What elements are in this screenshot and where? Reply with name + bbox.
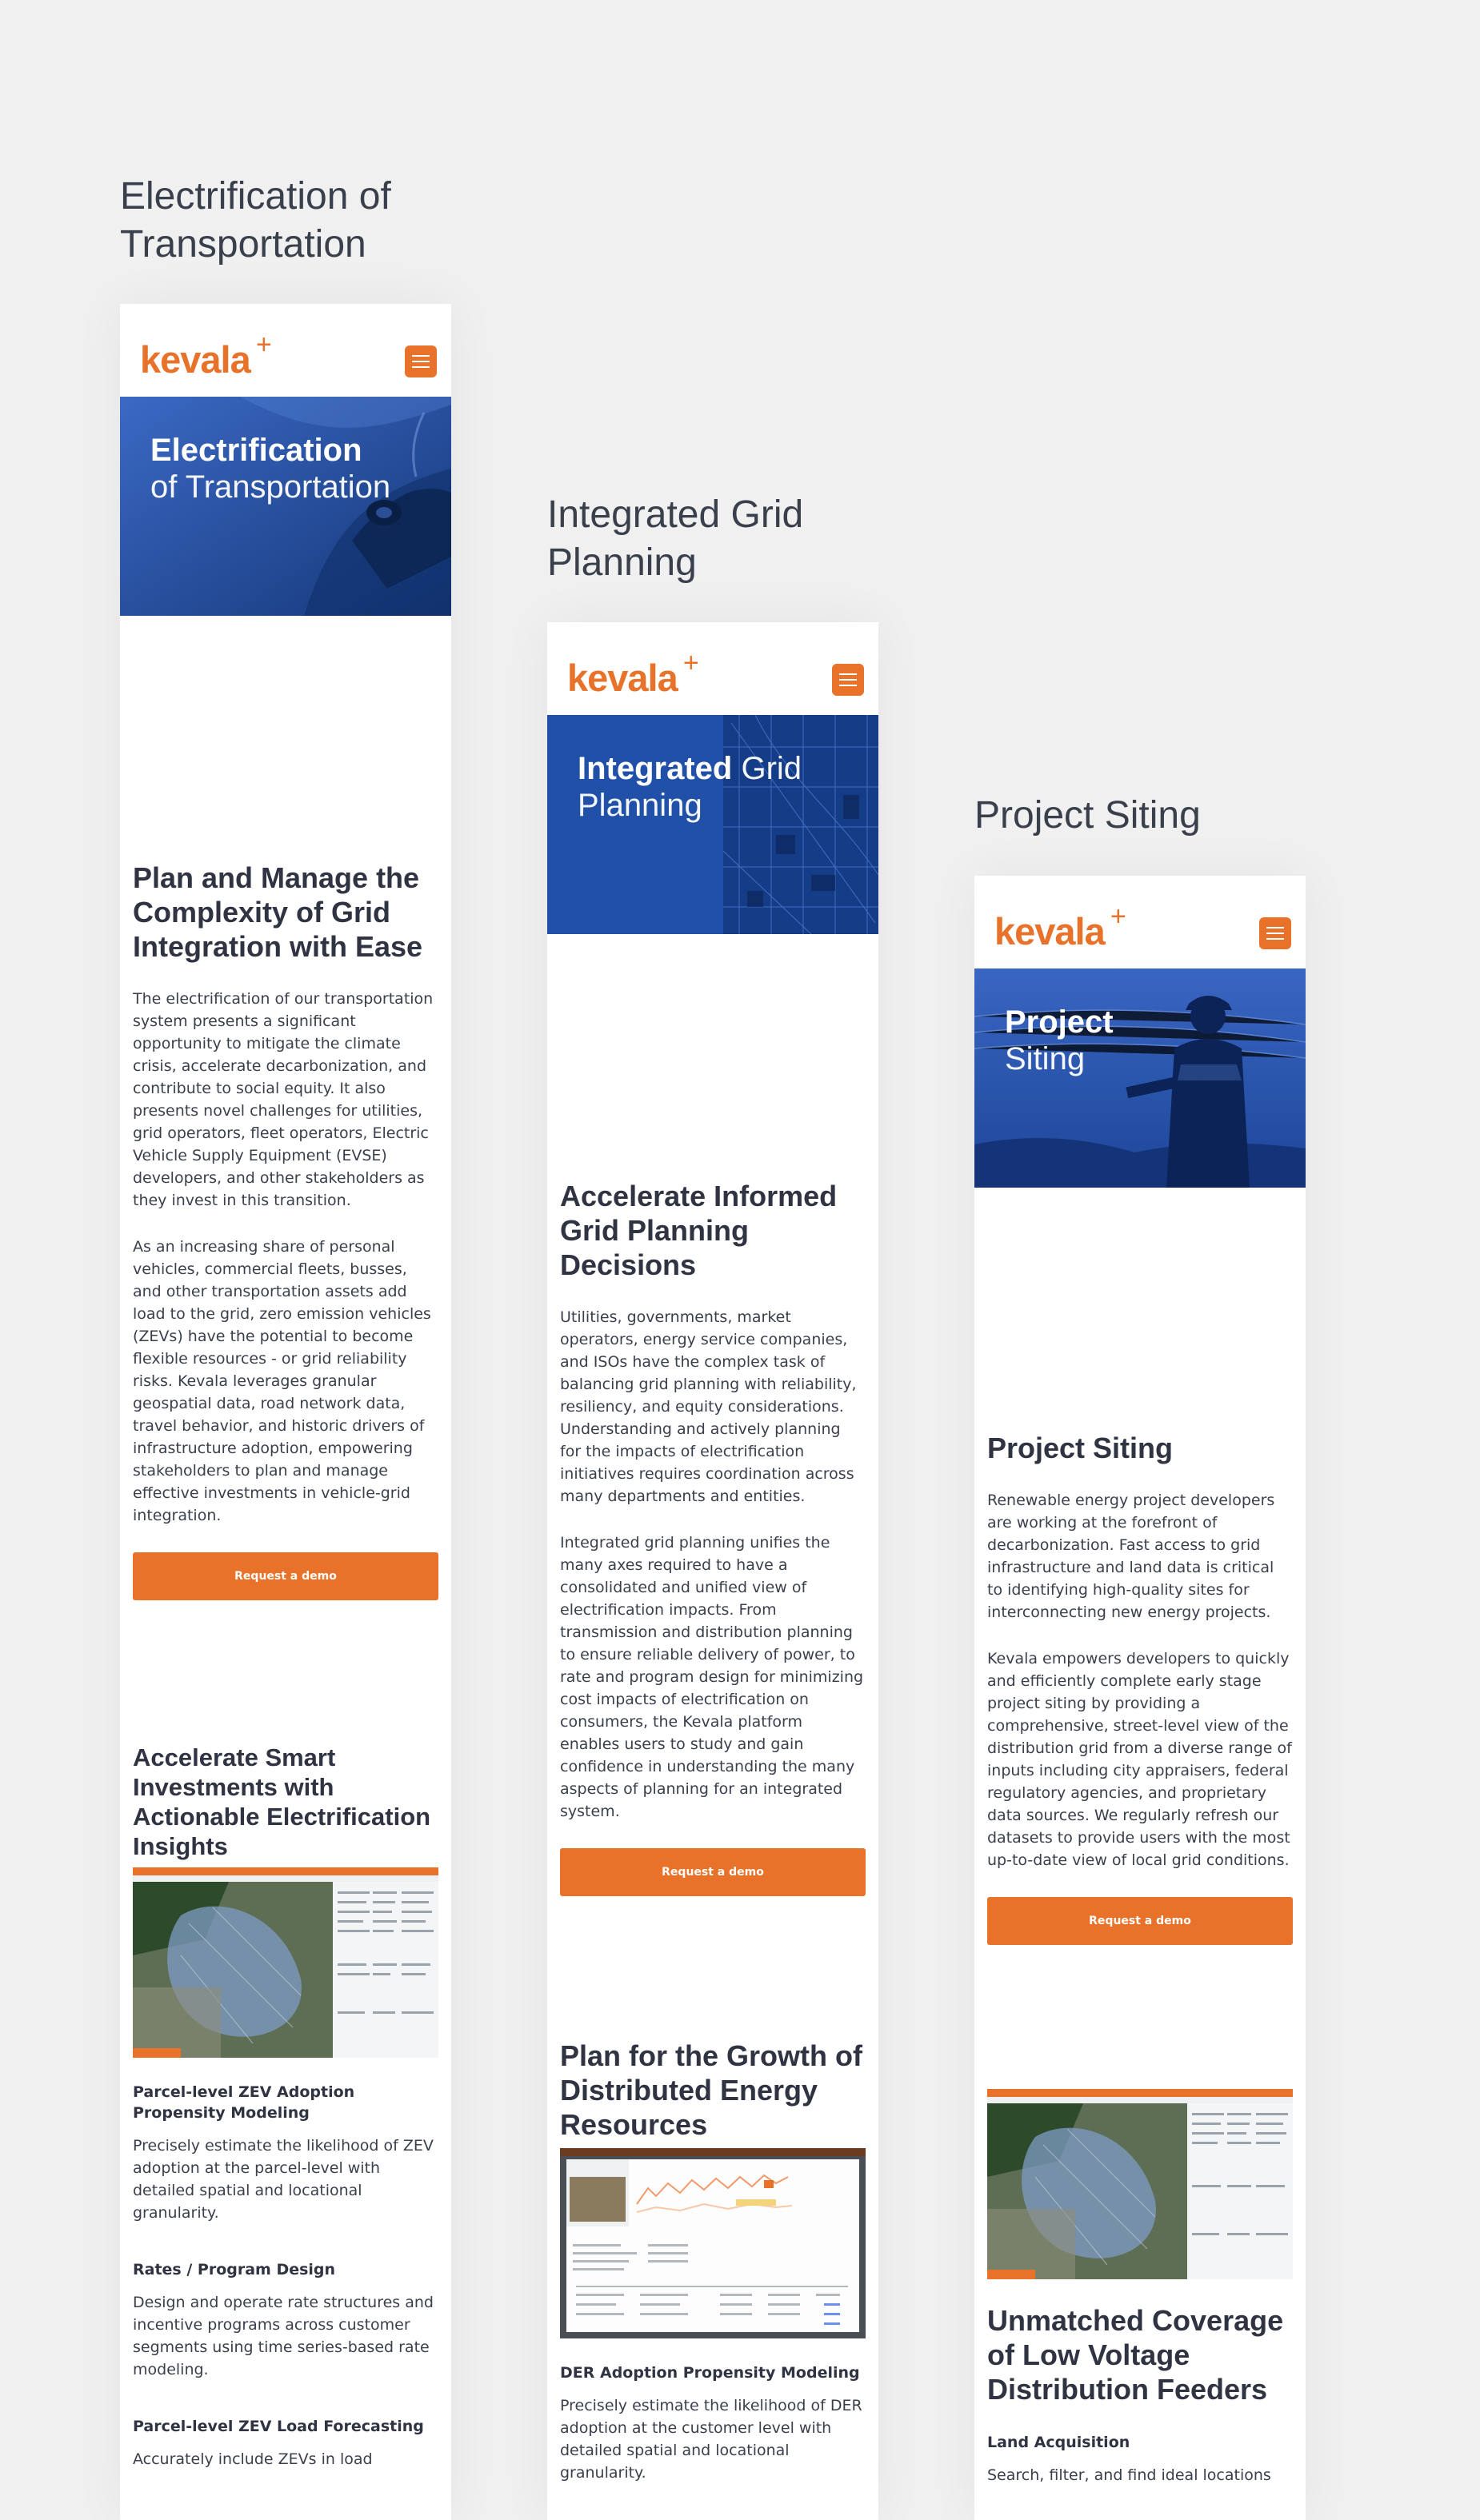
hamburger-menu-icon bbox=[1266, 927, 1284, 929]
feature-text: Precisely estimate the likelihood of ZEV adoption at the parcel-level with detailed spatial and locational granularity. bbox=[133, 2137, 434, 2222]
column-title: Electrification of Transportation bbox=[120, 175, 391, 266]
body-paragraph: Utilities, governments, market operators, energy service companies, and ISOs have the complex task of balancing grid planning with reliability, resiliency, and equity considerations. Understanding and actively planning for the impacts of electrification initiatives requires coordination across many departments and entities. bbox=[560, 1308, 857, 1505]
feature-title: Rates / Program Design bbox=[133, 2261, 336, 2278]
menu-button[interactable] bbox=[832, 664, 864, 696]
feature-title: DER Adoption Propensity Modeling bbox=[560, 2364, 860, 2382]
section-title: Accelerate Informed Grid Planning Decisions bbox=[560, 1180, 838, 1281]
feature-text: Accurately include ZEVs in load bbox=[133, 2450, 373, 2468]
hero-banner bbox=[120, 397, 451, 616]
platform-chart-screenshot bbox=[560, 2148, 866, 2338]
map-screenshot-image bbox=[987, 2089, 1293, 2279]
body-paragraph: Kevala empowers developers to quickly and efficiently complete early stage project siting by providing a comprehensive, street-level view of the distribution grid from a diverse range of inputs including city appraisers, federal regulatory agencies, and proprietary data sources. We regularly refresh our datasets to provide users with the most up-to-date view of local grid conditions. bbox=[987, 1650, 1292, 1869]
feature-title: Parcel-level ZEV Adoption Propensity Modeling bbox=[133, 2083, 355, 2122]
hero-banner bbox=[547, 715, 878, 934]
site-header bbox=[547, 622, 878, 715]
hero-banner bbox=[974, 968, 1306, 1188]
subsection-title: Plan for the Growth of Distributed Energy Resources bbox=[560, 2039, 862, 2141]
hamburger-menu-icon bbox=[839, 673, 857, 675]
ev-charger-illustration bbox=[120, 397, 451, 616]
grid-map-illustration bbox=[547, 715, 878, 934]
feature-title: Land Acquisition bbox=[987, 2434, 1130, 2451]
body-paragraph: As an increasing share of personal vehicles, commercial fleets, busses, and other transportation assets add load to the grid, zero emission vehicles (ZEVs) have the potential to become flexible resources - or grid reliability risks. Kevala leverages granular geospatial data, road network data, travel behavior, and historic drivers of infrastructure adoption, empowering stakeholders to plan and manage effective investments in vehicle-grid integration. bbox=[133, 1238, 431, 1524]
feature-text: Design and operate rate structures and incentive programs across customer segments using time series-based rate modeling. bbox=[133, 2294, 434, 2378]
field-worker-illustration bbox=[974, 968, 1306, 1188]
menu-button[interactable] bbox=[405, 345, 437, 377]
subsection-title: Accelerate Smart Investments with Actionable Electrification Insights bbox=[133, 1743, 431, 1860]
section-title: Plan and Manage the Complexity of Grid Integration with Ease bbox=[133, 861, 423, 963]
kevala-logo[interactable]: kevala + bbox=[994, 901, 1126, 952]
body-paragraph: Renewable energy project developers are working at the forefront of decarbonization. Fast access to grid infrastructure and land data is critical to identifying high-quality sites for interconnecting new energy projects. bbox=[987, 1492, 1275, 1621]
kevala-logo[interactable]: kevala + bbox=[567, 648, 698, 699]
menu-button[interactable] bbox=[1259, 917, 1291, 949]
subsection-title: Unmatched Coverage of Low Voltage Distribution Feeders bbox=[987, 2304, 1284, 2406]
feature-title: Parcel-level ZEV Load Forecasting bbox=[133, 2418, 424, 2435]
map-screenshot-image bbox=[133, 1867, 438, 2058]
logo-plus-mark: + bbox=[255, 329, 271, 360]
platform-map-screenshot bbox=[133, 1867, 438, 2058]
logo-plus-mark: + bbox=[682, 648, 698, 678]
body-paragraph: The electrification of our transportation system presents a significant opportunity to mitigate the climate crisis, accelerate decarbonization, and contribute to social equity. It also presents novel challenges for utilities, grid operators, fleet operators, Electric Vehicle Supply Equipment (EVSE) developers, and other stakeholders as they invest in this transition. bbox=[133, 990, 434, 1209]
column-title: Project Siting bbox=[974, 794, 1201, 837]
feature-text: Precisely estimate the likelihood of DER adoption at the customer level with detailed spatial and locational granularity. bbox=[560, 2397, 862, 2482]
hero-title: Electrification of Transportation bbox=[150, 433, 391, 505]
platform-map-screenshot bbox=[987, 2089, 1293, 2279]
hero-title: Project Siting bbox=[1005, 1004, 1114, 1076]
dashboard-screenshot-image bbox=[560, 2148, 866, 2338]
site-header bbox=[120, 304, 451, 397]
request-demo-button[interactable]: Request a demo bbox=[987, 1897, 1293, 1945]
hamburger-menu-icon bbox=[412, 355, 430, 357]
feature-text: Search, filter, and find ideal locations bbox=[987, 2466, 1271, 2484]
body-paragraph: Integrated grid planning unifies the many axes required to have a consolidated and unified view of electrification impacts. From transmission and distribution planning to ensure reliable delivery of power, to rate and program design for minimizing cost impacts of electrification on consumers, the Kevala platform enables users to study and gain confidence in understanding the many aspects of planning for an integrated system. bbox=[560, 1534, 864, 1820]
logo-plus-mark: + bbox=[1110, 901, 1126, 932]
column-title: Integrated Grid Planning bbox=[547, 493, 804, 584]
site-header bbox=[974, 876, 1306, 968]
request-demo-button[interactable]: Request a demo bbox=[133, 1552, 438, 1600]
hero-title: Integrated Grid Planning bbox=[578, 751, 802, 823]
request-demo-button[interactable]: Request a demo bbox=[560, 1848, 866, 1896]
kevala-logo[interactable]: kevala + bbox=[140, 329, 271, 381]
mobile-page-electrification bbox=[120, 304, 451, 2520]
section-title: Project Siting bbox=[987, 1432, 1174, 1464]
mobile-page-grid-planning bbox=[547, 622, 878, 2520]
mobile-page-project-siting bbox=[974, 876, 1306, 2520]
